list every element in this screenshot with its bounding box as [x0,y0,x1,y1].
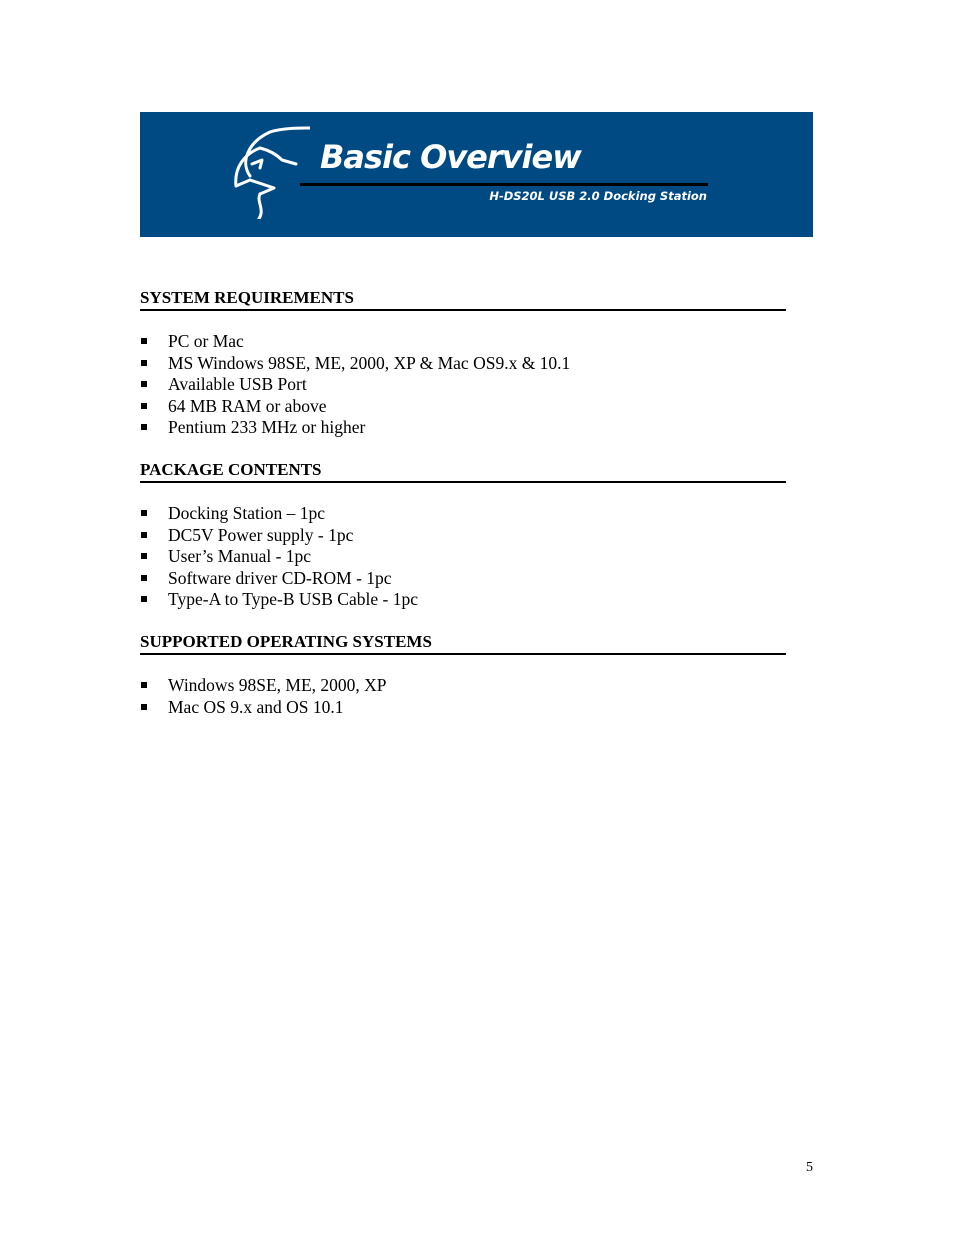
square-bullet-icon [141,575,147,581]
square-bullet-icon [141,532,147,538]
square-bullet-icon [141,381,147,387]
list-item [140,396,570,418]
list-item [140,353,570,375]
list-item [140,525,418,547]
square-bullet-icon [141,338,147,344]
list-item-text: Available USB Port [168,374,307,394]
header-banner [140,112,813,237]
list-item [140,503,418,525]
square-bullet-icon [141,596,147,602]
list-item [140,675,387,697]
list-item-text: User’s Manual - 1pc [168,546,312,566]
square-bullet-icon [141,424,147,430]
list-item [140,546,418,568]
list-item [140,568,418,590]
list-item-text: Pentium 233 MHz or higher [168,417,366,437]
square-bullet-icon [141,403,147,409]
square-bullet-icon [141,510,147,516]
list-item-text: Type-A to Type-B USB Cable - 1pc [168,589,418,609]
square-bullet-icon [141,360,147,366]
banner-title: Basic Overview [320,138,581,176]
square-bullet-icon [141,682,147,688]
list-item-text: Windows 98SE, ME, 2000, XP [168,675,387,695]
list-item-text: Docking Station – 1pc [168,503,325,523]
eagle-head-logo-icon [230,124,310,219]
requirements-list [140,331,570,439]
list-item-text: PC or Mac [168,331,244,351]
section-heading: SUPPORTED OPERATING SYSTEMS [140,632,786,655]
list-item [140,331,570,353]
list-item [140,697,387,719]
section-system-requirements [140,288,786,437]
package-contents-list [140,503,418,611]
banner-divider [300,183,708,186]
section-supported-os [140,632,786,717]
list-item-text: 64 MB RAM or above [168,395,327,416]
list-item-text: MS Windows 98SE, ME, 2000, XP & Mac OS9.x & 10.1 [168,352,571,373]
list-item-text: Software driver CD-ROM - 1pc [168,567,392,588]
section-package-contents [140,460,786,609]
list-item [140,589,418,611]
square-bullet-icon [141,553,147,559]
banner-subtitle: H-DS20L USB 2.0 Docking Station [489,189,707,203]
page-number: 5 [806,1160,813,1175]
square-bullet-icon [141,704,147,710]
section-heading: SYSTEM REQUIREMENTS [140,288,786,311]
list-item [140,417,570,439]
list-item-text: Mac OS 9.x and OS 10.1 [168,696,344,717]
list-item-text: DC5V Power supply - 1pc [168,524,354,545]
list-item [140,374,570,396]
section-heading: PACKAGE CONTENTS [140,460,786,483]
supported-os-list [140,675,387,718]
